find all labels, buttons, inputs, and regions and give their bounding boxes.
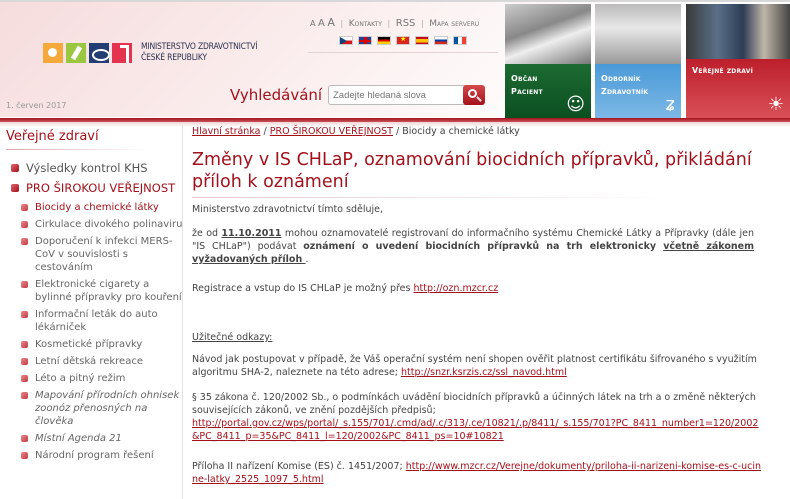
intro-paragraph: Ministerstvo zdravotnictví tímto sděluje,: [192, 204, 384, 215]
sidebar-item-label: Biocidy a chemické látky: [35, 202, 159, 213]
sidebar: [0, 125, 183, 499]
text: .: [305, 254, 309, 265]
ssl-guide-paragraph: [192, 353, 762, 379]
tile-public-health[interactable]: [686, 4, 790, 118]
font-size-large-button[interactable]: A: [327, 16, 335, 29]
breadcrumb-separator: /: [392, 126, 403, 137]
breadcrumb: [192, 126, 520, 137]
sidebar-item-label: Elektronické cigarety a bylinné přípravky pro kouření: [35, 279, 182, 303]
sidebar-item-polinavir[interactable]: [0, 218, 183, 231]
contacts-link[interactable]: Kontakty: [348, 19, 382, 29]
bullet-icon: [21, 311, 28, 318]
sidebar-item-label: Výsledky kontrol KHS: [26, 161, 148, 175]
tile-citizen-patient[interactable]: [505, 4, 591, 118]
text: mohou oznamovatelé registrovaní do informačního systému Chemické Látky a Přípravky (dále jen "IS CHLaP") podávat: [192, 228, 755, 252]
logo-sun-icon: [43, 43, 63, 63]
bold-text: oznámení o uvedení biocidních přípravků na trh elektronicky: [303, 241, 664, 252]
breadcrumb-home-link[interactable]: Hlavní stránka: [192, 126, 261, 137]
sidebar-item-label: Letní dětská rekreace: [35, 356, 143, 367]
sidebar-item-label: Cirkulace divokého polinaviru: [35, 219, 183, 230]
bullet-icon: [11, 184, 19, 192]
magnifier-icon: [468, 89, 477, 98]
divider: [308, 52, 498, 53]
separator: |: [387, 19, 391, 28]
tile-label: [511, 72, 543, 98]
tile-label: [692, 64, 753, 77]
mzcr-regulation-link[interactable]: http://www.mzcr.cz/Verejne/dokumenty/priloha-ii-narizeni-komise-es-c-ucinne-latky_2525_1097_5.html: [192, 461, 761, 485]
text: Návod jak postupovat v případě, že Váš operační systém není shopen ověřit platnost certifikátu šifrovaného s využitím algoritmu SHA-2, naleznete na této adrese;: [192, 354, 757, 378]
divider: [6, 149, 146, 150]
sidebar-item-label: PRO ŠIROKOU VEŘEJNOST: [26, 181, 176, 195]
announcement-paragraph: [192, 227, 754, 266]
font-size-medium-button[interactable]: A: [318, 18, 325, 29]
sidebar-item-biocidy[interactable]: [0, 201, 183, 214]
text: § 35 zákona č. 120/2002 Sb., o podmínkách uvádění biocidních přípravků a účinných látek na trh a o změně některých souvisejících zákonů, ve znění pozdějších předpisů;: [192, 392, 756, 416]
sidebar-item-letni-rekreace[interactable]: [0, 355, 183, 368]
sidebar-item-label: Mapování přírodních ohnisek zoonóz přenosných na člověka: [35, 390, 180, 427]
site-header: [0, 0, 790, 117]
tile-label-line1: Veřejné zdraví: [692, 66, 754, 75]
bullet-icon: [21, 375, 28, 382]
sidebar-item-label: Léto a pitný režim: [35, 373, 126, 384]
bullet-icon: [21, 452, 28, 459]
sidebar-item-kosmeticke-pripravky[interactable]: [0, 338, 183, 351]
sidebar-item-label: Doporučení k infekci MERS-CoV v souvislosti s cestováním: [35, 236, 173, 273]
ministry-name-line2: ČESKÉ REPUBLIKY: [141, 53, 207, 63]
figure-icon: ☺: [566, 94, 585, 115]
snake-icon: ʑ: [665, 94, 675, 115]
ministry-name: [141, 42, 257, 64]
portal-gov-link[interactable]: http://portal.gov.cz/wps/portal/_s.155/701/.cmd/ad/.c/313/.ce/10821/.p/8411/_s.155/701?PC_8411_number1=120/2002&PC_8411_p=35&PC_8411_l=120/2002&PC_8411_ps=10#10821: [192, 418, 759, 442]
bullet-icon: [21, 281, 28, 288]
flag-czech-icon[interactable]: [339, 36, 353, 45]
regulation-paragraph: [192, 460, 762, 486]
ozn-mzcr-link[interactable]: http://ozn.mzcr.cz: [413, 283, 499, 294]
family-photo: [505, 4, 591, 64]
doctor-photo: [595, 4, 681, 64]
flag-spanish-icon[interactable]: [415, 36, 429, 45]
sidebar-title: Veřejné zdraví: [6, 129, 99, 144]
flag-vietnamese-icon[interactable]: [396, 36, 410, 45]
tile-professional[interactable]: [595, 4, 681, 118]
bullet-icon: [21, 358, 28, 365]
top-navigation: [310, 16, 479, 29]
bullet-icon: [21, 435, 28, 442]
sidebar-item-narodni-program[interactable]: [0, 449, 183, 462]
sidebar-item-mers-cov[interactable]: [0, 235, 183, 274]
bullet-icon: [21, 392, 28, 399]
flag-german-icon[interactable]: [377, 36, 391, 45]
sidebar-item-agenda-21[interactable]: [0, 432, 183, 445]
sidebar-nav: [0, 161, 183, 466]
text: Příloha II nařízení Komise (ES) č. 1451/2007;: [192, 461, 406, 472]
rss-link[interactable]: RSS: [395, 18, 416, 29]
flag-russian-icon[interactable]: [434, 36, 448, 45]
logo-figure-icon: [66, 43, 86, 63]
search-label: Vyhledávání: [230, 86, 323, 104]
current-date: 1. červen 2017: [6, 101, 67, 110]
sun-icon: ☀: [767, 94, 784, 115]
language-switcher: [339, 36, 472, 45]
separator: |: [420, 19, 424, 28]
sidebar-item-vysledky-kontrol[interactable]: [0, 161, 183, 175]
separator: |: [340, 19, 344, 28]
ssl-guide-link[interactable]: http://snzr.ksrzis.cz/ssl_navod.html: [401, 367, 567, 378]
bold-underlined-text: včetně zákonem vyžadovaných příloh: [192, 241, 754, 265]
bullet-icon: [21, 238, 28, 245]
main-content: [192, 125, 790, 499]
logo-symbol-icon: [112, 43, 132, 63]
search-button[interactable]: [463, 85, 485, 105]
breadcrumb-separator: /: [260, 126, 270, 137]
flag-french-icon[interactable]: [453, 36, 467, 45]
sidebar-item-label: Informační leták do auto lékárniček: [35, 309, 158, 333]
tile-label-line1: Občan: [511, 74, 538, 83]
page-title: Změny v IS CHLaP, oznamování biocidních přípravků, přikládání příloh k oznámení: [192, 150, 752, 192]
text: že od: [192, 228, 222, 239]
sidebar-item-zoonozy[interactable]: [0, 389, 183, 428]
law-paragraph: [192, 391, 762, 443]
registration-paragraph: [192, 282, 498, 295]
ministry-name-line1: MINISTERSTVO ZDRAVOTNICTVÍ: [141, 42, 258, 52]
sidebar-item-label: Národní program řešení: [35, 450, 154, 461]
tile-label: [601, 72, 648, 98]
useful-links-heading: Užitečné odkazy:: [192, 332, 273, 343]
tile-label-line1: Odborník: [601, 74, 641, 83]
sidebar-item-pro-sirokou-verejnost[interactable]: [0, 181, 183, 195]
flag-english-icon[interactable]: [358, 36, 372, 45]
search-input[interactable]: [328, 85, 484, 105]
logo-eye-icon: [89, 43, 109, 63]
bullet-icon: [21, 341, 28, 348]
sidebar-item-auto-lekarnicky[interactable]: [0, 308, 183, 334]
sidebar-item-e-cigarety[interactable]: [0, 278, 183, 304]
font-size-small-button[interactable]: A: [310, 19, 316, 28]
sidebar-item-label: Místní Agenda 21: [35, 433, 122, 444]
effective-date: 11.10.2011: [221, 228, 282, 239]
divider: [192, 197, 672, 198]
tile-label-line2: Zdravotník: [601, 87, 649, 96]
text: Registrace a vstup do IS CHLaP je možný přes: [192, 283, 414, 294]
bullet-icon: [21, 221, 28, 228]
bullet-icon: [11, 164, 19, 172]
sitemap-link[interactable]: Mapa serveru: [429, 19, 480, 29]
sidebar-item-label: Kosmetické přípravky: [35, 339, 143, 350]
breadcrumb-public-link[interactable]: PRO ŠIROKOU VEŘEJNOST: [269, 126, 393, 137]
ministry-logo[interactable]: [43, 42, 257, 64]
bullet-icon: [21, 204, 28, 211]
sidebar-item-leto-pitny-rezim[interactable]: [0, 372, 183, 385]
crowd-photo: [686, 4, 790, 59]
breadcrumb-current: Biocidy a chemické látky: [402, 126, 520, 137]
tile-label-line2: Pacient: [511, 87, 543, 96]
